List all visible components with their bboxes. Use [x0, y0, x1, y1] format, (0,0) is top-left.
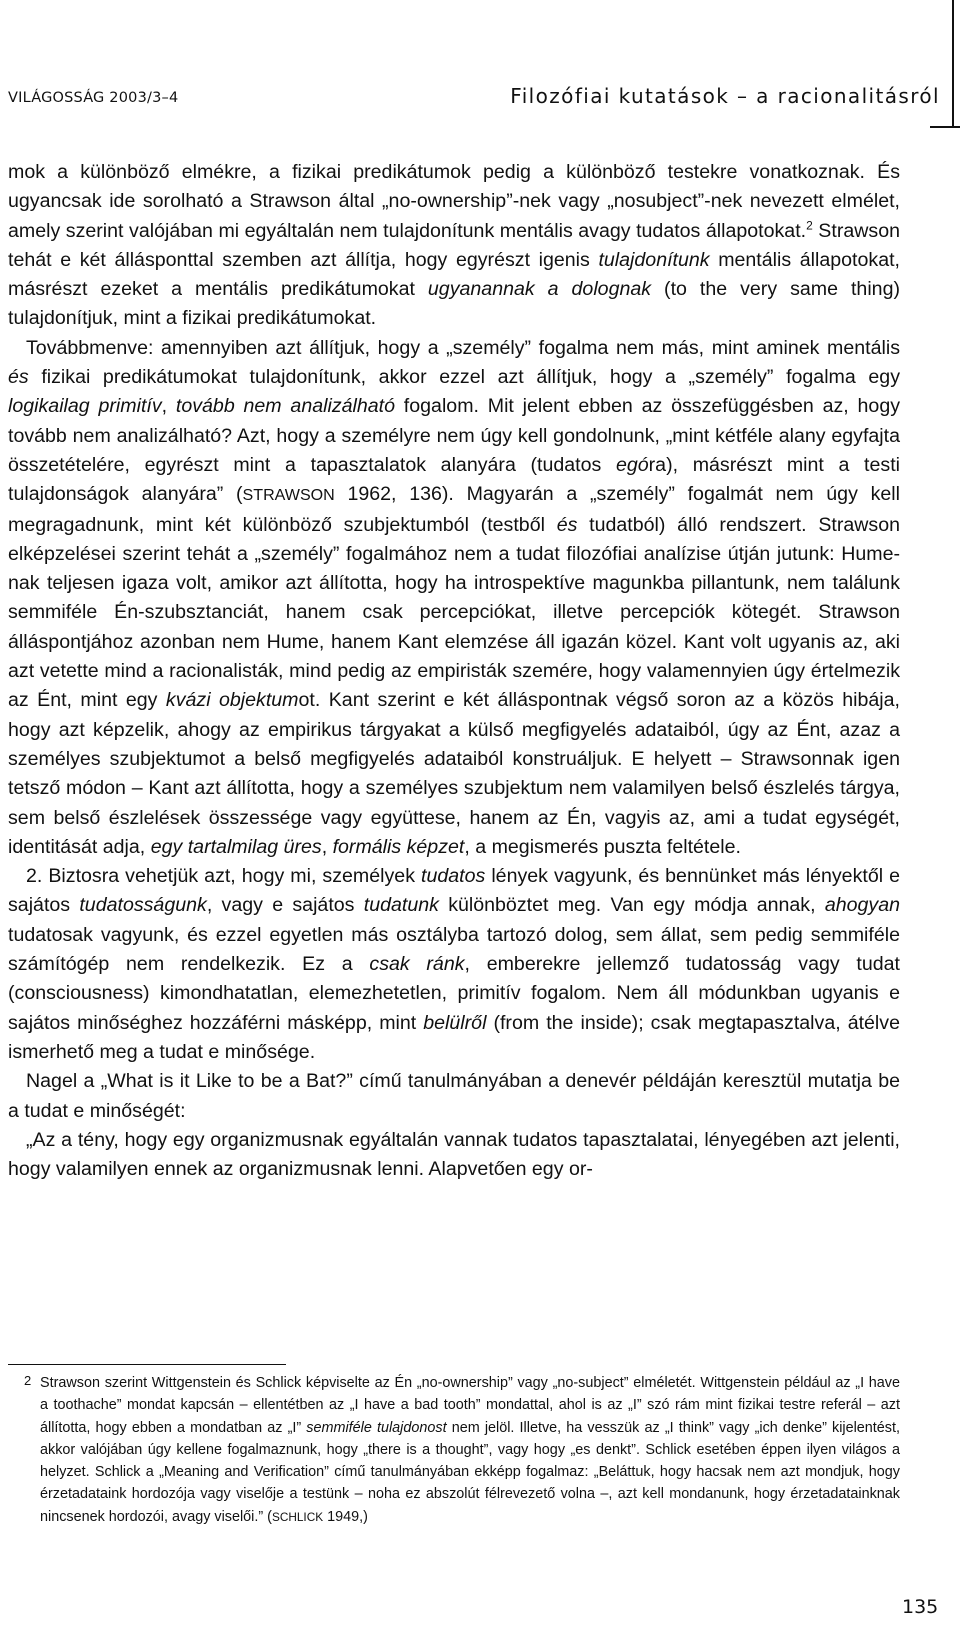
emphasis: tudatos [421, 865, 486, 888]
footnote-reference[interactable]: 2 [806, 218, 813, 233]
running-header [8, 84, 940, 114]
emphasis: egó [615, 453, 649, 476]
emphasis: tovább nem analizálható [175, 395, 396, 418]
emphasis: semmiféle tulajdonost [306, 1419, 447, 1436]
footnote-text: Strawson szerint Wittgenstein és Schlick képviselte az Én „no-ownership” vagy „no-subject” elméletét. Wittgenstein például az „I have a toothache” mondat kapcsán – ellentétben az „I have a bad tooth” mondattal, ahol is az „I” szó rám mint fizikai testre referál – azt állította, hogy ebben a mondatban az „I” semmiféle tulajdonost nem jelöl. Illetve, ha vesszük az „I think” vagy „ich denke” kijelentést, akkor valójában úgy kellene fogalmaznunk, hogy „there is a thought”, vagy hogy „es denkt”. Schlick esetében éppen ilyen világos a helyzet. Schlick a „Meaning and Verification” című tanulmányában ekképp fogalmaz: „Beláttuk, hogy hacsak nem azt mondjuk, hogy érzetadataink hordozója vagy viselője a testünk – noha ez abszolút félrevezető volna –, azt kell mondanunk, hogy érzetadatainknak nincsenek hordozói, avagy viselői.” (SCHLICK 1949,) [40, 1375, 900, 1525]
emphasis: és [556, 513, 578, 536]
emphasis: tudatunk [363, 894, 439, 917]
quotation: „Az a tény, hogy egy organizmusnak egyáltalán vannak tudatos tapasztalatai, lényegében azt jelenti, hogy valamilyen ennek az organizmusnak lenni. Alapvetően egy or- [8, 1128, 900, 1181]
emphasis: csak ránk [369, 953, 465, 976]
footnote-marker: 2 [24, 1373, 32, 1388]
author-smallcaps: STRAWSON [242, 486, 335, 505]
paragraph-1: mok a különböző elmékre, a fizikai predikátumok pedig a különböző testekre vonatkoznak. És ugyancsak ide sorolható a Strawson által „no-ownership”-nek vagy „nosubject”-nek nevezett elmélet, amely szerint valójában mi egyáltalán nem tulajdonítunk mentális avagy tudatos állapotokat.$^2$ Strawson tehát e két állásponttal szemben azt állítja, hogy egyrészt igenis tulajdonítunk mentális állapotokat, másrészt ezeket a mentális predikátumokat ugyanannak a dolognak (to the very same thing) tulajdonítjuk, mint a fizikai predikátumokat. [8, 161, 900, 330]
header-corner-rule [930, 126, 960, 128]
emphasis: egy tartalmilag üres [150, 835, 322, 858]
emphasis: tudatosságunk [79, 894, 207, 917]
emphasis: formális képzet [332, 835, 465, 858]
author-smallcaps: SCHLICK [271, 1509, 324, 1524]
emphasis: és [8, 366, 29, 389]
emphasis: ahogyan [824, 894, 901, 917]
emphasis: kvázi objektum [165, 689, 299, 712]
section-title: Filozófiai kutatások – a racionalitásról [510, 84, 940, 108]
emphasis: tulajdonítunk [598, 248, 710, 271]
footnote-divider [8, 1364, 286, 1365]
header-vertical-rule [952, 0, 954, 128]
footnote-2 [24, 1372, 900, 1528]
emphasis: ugyanannak a dolognak [427, 278, 652, 301]
journal-issue: VILÁGOSSÁG 2003/3–4 [8, 90, 179, 106]
paragraph-4: Nagel a „What is it Like to be a Bat?” című tanulmányában a denevér példáján keresztül mutatja be a tudat e minőségét: [8, 1070, 900, 1122]
paragraph-3: 2. Biztosra vehetjük azt, hogy mi, személyek tudatos lények vagyunk, és bennünket más lényektől e sajátos tudatosságunk, vagy e sajátos tudatunk különböztet meg. Van egy módja annak, ahogyan tudatosak vagyunk, és ezzel egyetlen más osztályba tartozó dolog, sem állat, sem pedig semmiféle számítógép nem rendelkezik. Ez a csak ránk, emberekre jellemző tudatosság vagy tudat (consciousness) kimondhatatlan, elemezhetetlen, primitív fogalom. Nem áll módunkban ugyanis e sajátos minőséghez hozzáférni másképp, mint belülről (from the inside); csak megtapasztalva, átélve ismerhető meg a tudat e minősége. [8, 865, 901, 1063]
article-body [8, 158, 900, 1184]
paragraph-2: Továbbmenve: amennyiben azt állítjuk, hogy a „személy” fogalma nem más, mint aminek mentális és fizikai predikátumokat tulajdonítunk, akkor ezzel azt állítjuk, hogy a „személy” fogalma egy logikailag primitív, tovább nem analizálható fogalom. Mit jelent ebben az összefüggésben az, hogy tovább nem analizálható? Azt, hogy a személyre nem úgy kell gondolnunk, „mint kétféle alany egyfajta összetételére, egyrészt mint a tapasztalatok alanyára (tudatos egóra), másrészt mint a testi tulajdonságok alanyára” (STRAWSON 1962, 136). Magyarán a „személy” fogalmát nem úgy kell megragadnunk, mint két különböző szubjektumból (testből és tudatból) álló rendszert. Strawson elképzelései szerint tehát a „személy” fogalmához nem a tudat filozófiai analízise útján jutunk: Hume-nak teljesen igaza volt, amikor azt állította, hogy ha introspektíve magunkba pillantunk, nem találunk semmiféle Én-szubsztanciát, hanem csak percepciókat, illetve percepciók kötegét. Strawson álláspontjához azonban nem Hume, hanem Kant elemzése áll igazán közel. Kant volt ugyanis az, aki azt vetette mind a racionalisták, mind pedig az empiristák szemére, hogy valamennyien úgy értelmezik az Ént, mint egy kvázi objektumot. Kant szerint e két álláspontnak végső soron az a közös hibája, hogy azt képzelik, ahogy az empirikus tárgyakat a külső megfigyelés adataiból, úgy az Ént, azaz a személyes szubjektumot a belső megfigyelés adataiból konstruáljuk. E helyett – Strawsonnak igen tetsző módon – Kant azt állította, hogy a személyes szubjektum nem valamilyen belső észlelés tárgya, sem belső észlelések összessége vagy együttese, hanem az Én, vagyis az, ami a tudat egységét, identitását adja, egy tartalmilag üres, formális képzet, a megismerés puszta feltétele. [8, 336, 901, 858]
page-number: 135 [902, 1596, 939, 1618]
emphasis: logikailag primitív [8, 395, 162, 418]
emphasis: belülről [423, 1011, 487, 1034]
